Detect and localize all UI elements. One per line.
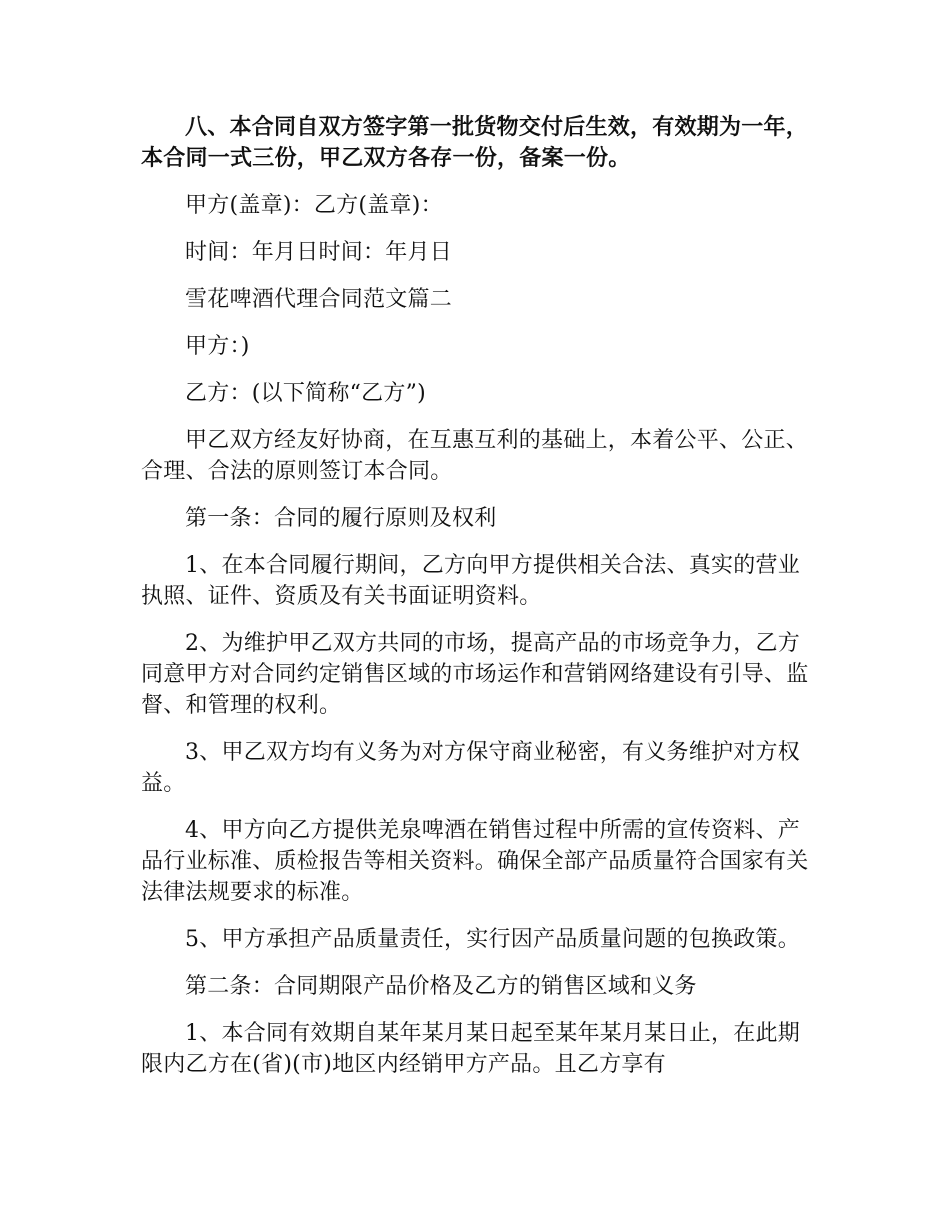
article-one-item-4: 4、甲方向乙方提供羌泉啤酒在销售过程中所需的宣传资料、产品行业标准、质检报告等相关资料。确保全部产品质量符合国家有关法律法规要求的标准。 xyxy=(141,818,809,905)
article-two-heading: 第二条：合同期限产品价格及乙方的销售区域和义务 xyxy=(185,974,697,999)
party-b-line: 乙方：(以下简称“乙方”) xyxy=(185,381,426,406)
party-a-line: 甲方：) xyxy=(185,334,250,359)
article-two-item-1: 1、本合同有效期自某年某月某日起至某年某月某日止，在此期限内乙方在(省)(市)地区内经销甲方产品。且乙方享有 xyxy=(141,1021,800,1077)
article-one-item-2: 2、为维护甲乙双方共同的市场，提高产品的市场竞争力，乙方同意甲方对合同约定销售区域的市场运作和营销网络建设有引导、监督、和管理的权利。 xyxy=(141,631,809,718)
date-line: 时间：年月日时间：年月日 xyxy=(185,240,453,265)
article-one-item-5: 5、甲方承担产品质量责任，实行因产品质量问题的包换政策。 xyxy=(185,927,800,952)
article-one-heading: 第一条：合同的履行原则及权利 xyxy=(185,506,497,531)
clause-eight-paragraph: 八、本合同自双方签字第一批货物交付后生效，有效期为一年，本合同一式三份，甲乙双方各存一份，备案一份。 xyxy=(141,114,809,171)
preamble-paragraph: 甲乙双方经友好协商，在互惠互利的基础上，本着公平、公正、合理、合法的原则签订本合同。 xyxy=(141,428,809,484)
section-title: 雪花啤酒代理合同范文篇二 xyxy=(185,287,453,312)
signature-line: 甲方(盖章)：乙方(盖章)： xyxy=(185,193,443,218)
article-one-item-1: 1、在本合同履行期间，乙方向甲方提供相关合法、真实的营业执照、证件、资质及有关书面证明资料。 xyxy=(141,553,800,609)
document-body xyxy=(141,112,813,1096)
article-one-item-3: 3、甲乙双方均有义务为对方保守商业秘密，有义务维护对方权益。 xyxy=(141,740,800,796)
